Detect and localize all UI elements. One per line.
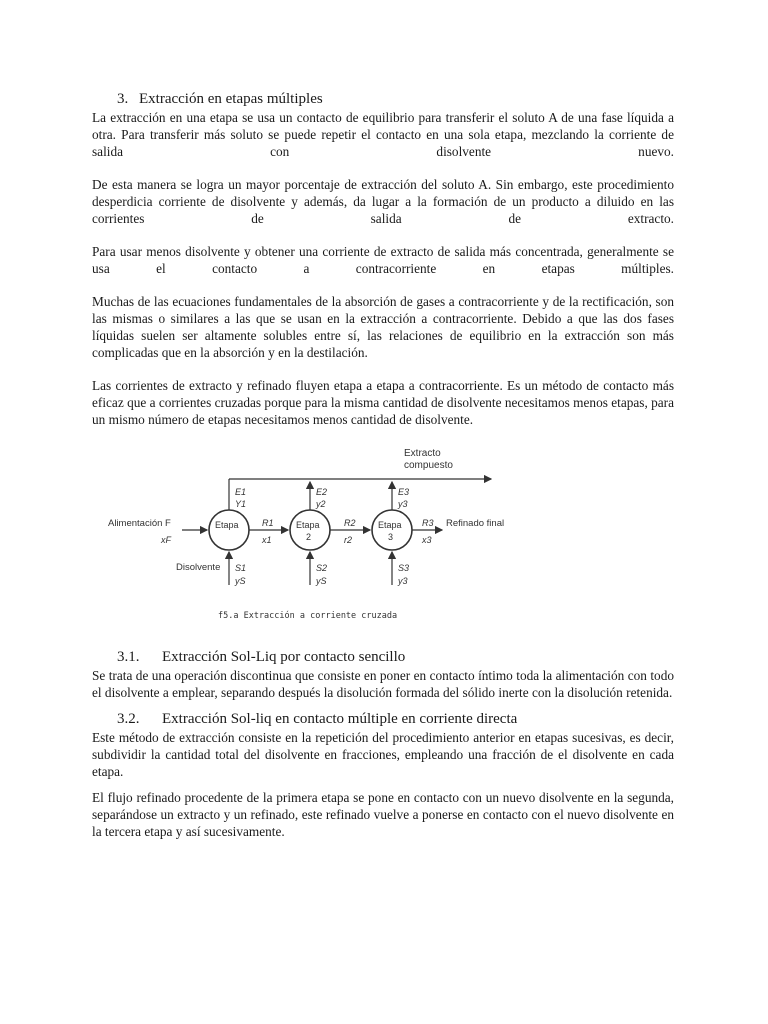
paragraph: La extracción en una etapa se usa un contacto de equilibrio para transferir el soluto A de una fase líquida a otra. Para transferir más soluto se puede repetir el contacto en una sola etapa, mezclando la corriente de salida con disolvente nuevo. [92,110,674,159]
section-title: Extracción en etapas múltiples [139,91,323,107]
section-number: 3.2. [117,711,140,727]
extract-label-2: compuesto [404,460,453,471]
paragraph: Se trata de una operación discontinua que consiste en poner en contacto íntimo toda la alimentación con todo el disolvente a emplear, separando después la disolución formada del sólido inerte con la disolución retenida. [92,668,674,700]
extract-label: Extracto [404,448,441,459]
e1-label: E1 [235,487,247,497]
paragraph: Para usar menos disolvente y obtener una corriente de extracto de salida más concentrada, generalmente se usa el contacto a contracorriente en etapas múltiples. [92,244,674,276]
feed-composition: xF [161,535,171,545]
e2-label: E2 [316,487,328,497]
y1-label: Y1 [235,499,247,509]
r2-label: R2 [344,518,356,528]
stage-3-label: Etapa [378,520,402,530]
ys2-label: yS [316,576,327,586]
stage-2-number: 2 [306,532,312,542]
s1-label: S1 [235,563,247,573]
section-3-1-heading [92,648,674,666]
y3-label: y3 [398,499,408,509]
section-number: 3.1. [117,649,140,665]
document-page [92,90,674,840]
x3-label: x3 [422,535,432,545]
cross-current-diagram [92,440,674,640]
ys3-label: y3 [398,576,408,586]
x1-label: x1 [262,535,272,545]
paragraph: El flujo refinado procedente de la primera etapa se pone en contacto con un nuevo disolvente en la segunda, separándose un extracto y un refinado, este refinado vuelve a ponerse en contacto con el nuevo disolvente en la tercera etapa y así sucesivamente. [92,790,674,839]
section-number: 3. [117,91,129,107]
y2-label: y2 [316,499,326,509]
figure-caption: f5.a Extracción a corriente cruzada [218,611,398,621]
stage-3-circle [372,510,412,550]
stage-3-number: 3 [388,532,394,542]
ys1-label: yS [235,576,246,586]
paragraph: Muchas de las ecuaciones fundamentales de la absorción de gases a contracorriente y de la rectificación, son las mismas o similares a las que se usan en la extracción a contracorriente. Debido a que las dos fases líquidas suelen ser altamente solubles entre sí, las relaciones de equilibrio en la extracción son más complicadas que en la absorción y en la destilación. [92,294,674,360]
final-raffinate-label: Refinado final [446,518,505,529]
x2-label: r2 [344,535,353,545]
stage-2-circle [290,510,330,550]
paragraph: De esta manera se logra un mayor porcentaje de extracción del soluto A. Sin embargo, este procedimiento desperdicia corriente de disolvente y además, da lugar a la formación de un producto a diluido en las corrientes de salida de extracto. [92,177,674,226]
s2-label: S2 [316,563,328,573]
section-3-heading [92,90,674,108]
section-title: Extracción Sol-Liq por contacto sencillo [162,649,406,665]
section-title: Extracción Sol-liq en contacto múltiple en corriente directa [162,711,518,727]
e3-label: E3 [398,487,410,497]
feed-label: Alimentación F [108,518,171,529]
stage-1-circle [209,510,249,550]
paragraph: Las corrientes de extracto y refinado fluyen etapa a etapa a contracorriente. Es un método de contacto más eficaz que a corrientes cruzadas porque para la misma cantidad de disolvente necesitamos menos etapas, para un mismo número de etapas necesitamos menos cantidad de disolvente. [92,378,674,427]
s3-label: S3 [398,563,410,573]
stage-2-label: Etapa [296,520,320,530]
r1-label: R1 [262,518,274,528]
solvent-label: Disolvente [176,562,221,573]
stage-1-label: Etapa [215,520,239,530]
paragraph: Este método de extracción consiste en la repetición del procedimiento anterior en etapas sucesivas, es decir, subdividir la cantidad total del disolvente en fracciones, empleando una fracción de el disolvente en cada etapa. [92,730,674,779]
section-3-2-heading [92,710,674,728]
r3-label: R3 [422,518,434,528]
